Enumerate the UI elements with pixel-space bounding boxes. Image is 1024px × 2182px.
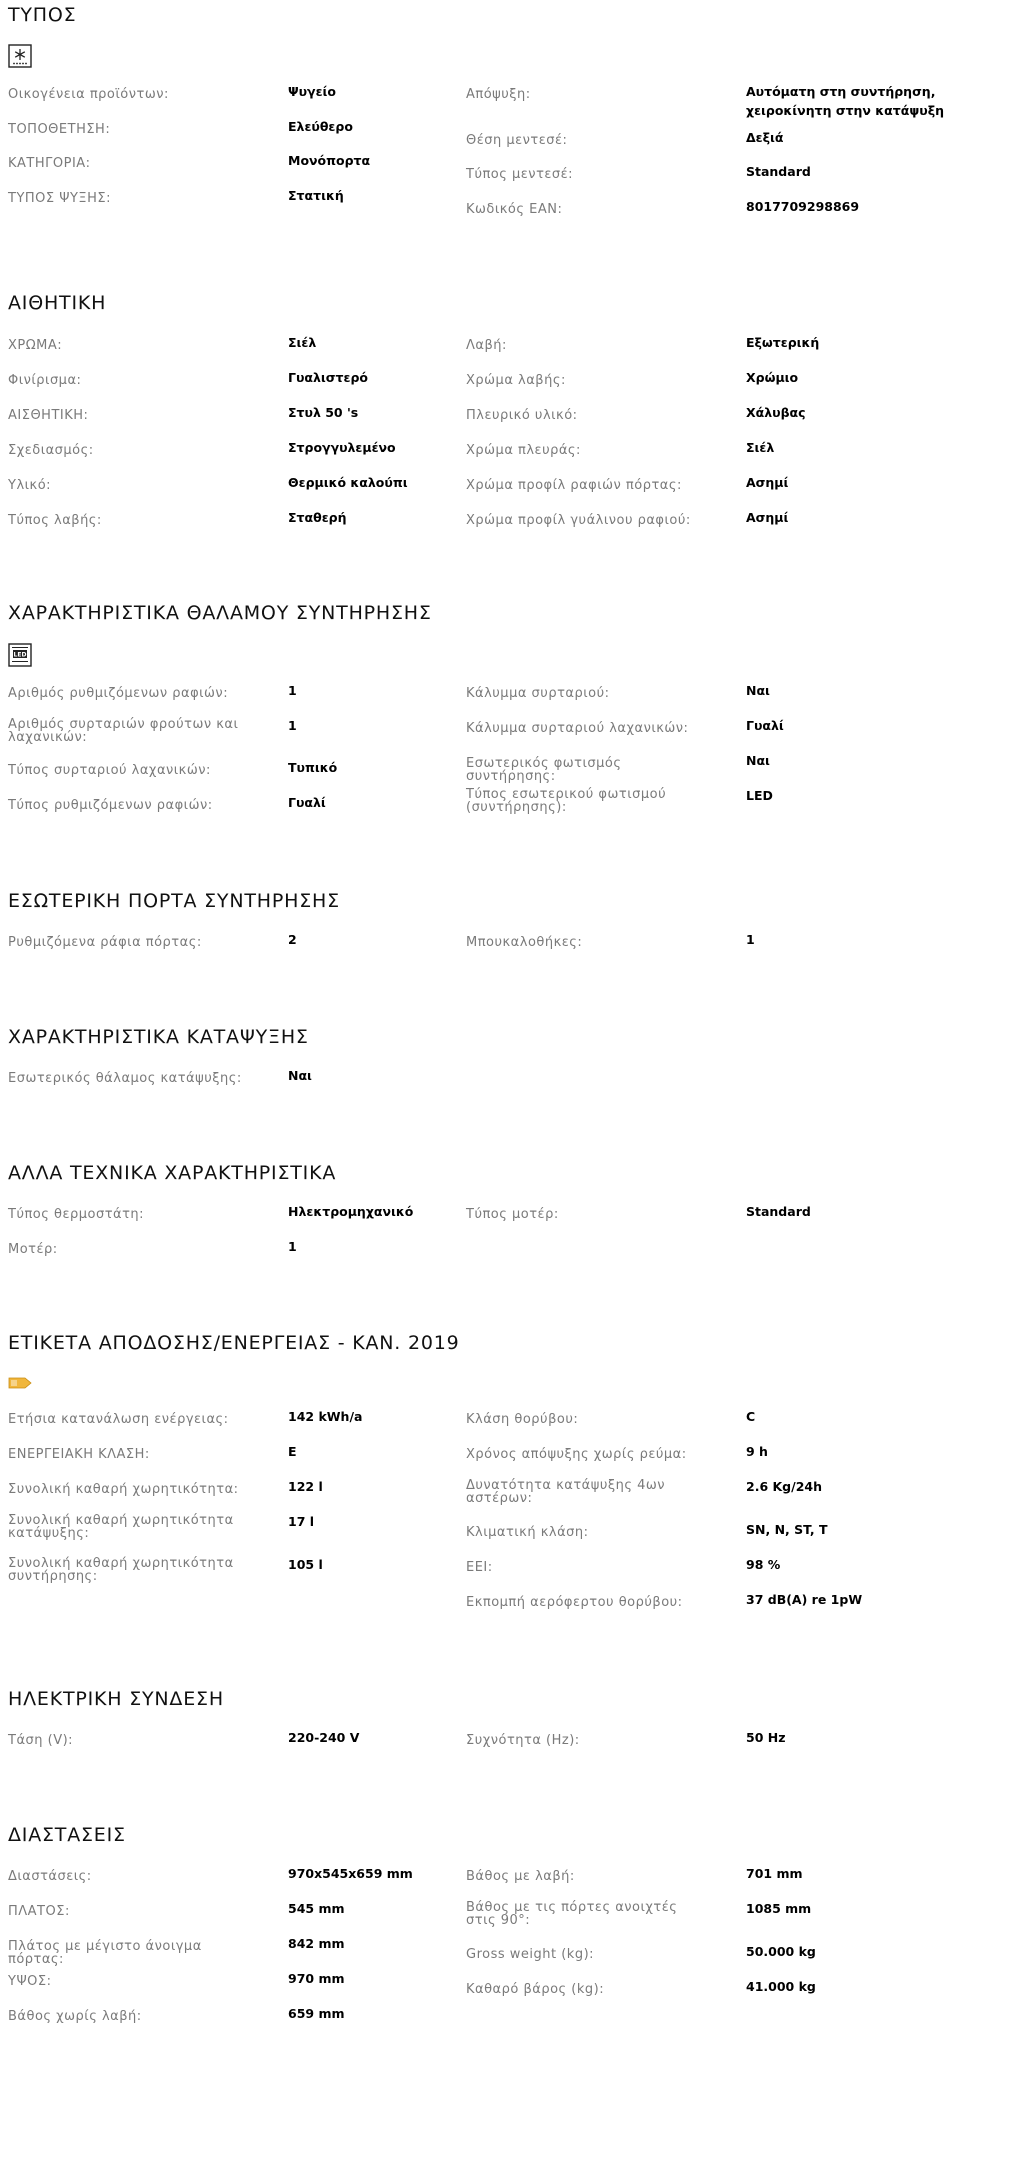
spec-label: Συνολική καθαρή χωρητικότητα κατάψυξης: [8, 1513, 234, 1541]
spec-value: 50 Hz [746, 1730, 786, 1745]
spec-label: Χρώμα πλευράς: [466, 443, 581, 458]
spec-value: 2 [288, 932, 297, 947]
spec-label: Θέση μεντεσέ: [466, 133, 568, 148]
svg-text:LED: LED [13, 651, 27, 659]
spec-value: 17 l [288, 1514, 315, 1529]
spec-value: 1085 mm [746, 1901, 812, 1916]
spec-value: 970x545x659 mm [288, 1866, 413, 1881]
spec-value: 659 mm [288, 2006, 345, 2021]
spec-value: 98 % [746, 1557, 781, 1572]
spec-value: 37 dB(A) re 1pW [746, 1592, 863, 1607]
spec-value: 1 [288, 1239, 297, 1254]
spec-label: ΑΙΣΘΗΤΙΚΗ: [8, 408, 89, 423]
spec-value: 1 [288, 683, 297, 698]
spec-label: Τύπος εσωτερικού φωτισμού (συντήρησης): [466, 787, 667, 815]
spec-label: Αριθμός ρυθμιζόμενων ραφιών: [8, 686, 229, 701]
spec-value: 50.000 kg [746, 1944, 816, 1959]
spec-label: Σχεδιασμός: [8, 443, 94, 458]
spec-label: EEI: [466, 1560, 493, 1575]
spec-value: 41.000 kg [746, 1979, 816, 1994]
spec-value: C [746, 1409, 756, 1424]
spec-label: ΧΡΩΜΑ: [8, 338, 63, 353]
spec-value: Ναι [746, 683, 770, 698]
spec-label: Εκπομπή αερόφερτου θορύβου: [466, 1595, 683, 1610]
spec-label: Κάλυμμα συρταριού λαχανικών: [466, 721, 689, 736]
spec-value: Ασημί [746, 510, 789, 525]
spec-value: 2.6 Kg/24h [746, 1479, 822, 1494]
spec-label: Τύπος μεντεσέ: [466, 167, 574, 182]
spec-value: Στατική [288, 188, 344, 203]
spec-label: Βάθος χωρίς λαβή: [8, 2009, 142, 2024]
spec-value: Ναι [288, 1068, 312, 1083]
spec-label: ΤΥΠΟΣ ΨΥΞΗΣ: [8, 191, 111, 206]
spec-label: Χρώμα λαβής: [466, 373, 566, 388]
spec-label: Υλικό: [8, 478, 52, 493]
spec-label: Ετήσια κατανάλωση ενέργειας: [8, 1412, 229, 1427]
spec-value: Σιέλ [288, 335, 317, 350]
spec-value: 842 mm [288, 1936, 345, 1951]
spec-value: Standard [746, 1204, 811, 1219]
led-fridge-icon [8, 643, 32, 671]
spec-value: Δεξιά [746, 130, 784, 145]
spec-value: Γυαλί [746, 718, 784, 733]
spec-label: Τάση (V): [8, 1733, 74, 1748]
spec-value: Τυπικό [288, 760, 338, 775]
spec-label: Βάθος με λαβή: [466, 1869, 575, 1884]
spec-label: Κλιματική κλάση: [466, 1525, 589, 1540]
spec-value: Στρογγυλεμένο [288, 440, 396, 455]
spec-label: Εσωτερικός φωτισμός συντήρησης: [466, 756, 622, 784]
spec-label: Δυνατότητα κατάψυξης 4ων αστέρων: [466, 1478, 666, 1506]
spec-label: Συνολική καθαρή χωρητικότητα: [8, 1482, 239, 1497]
spec-label: Φινίρισμα: [8, 373, 82, 388]
section-title: ΗΛΕΚΤΡΙΚΗ ΣΥΝΔΕΣΗ [8, 1688, 224, 1710]
spec-value: Χάλυβας [746, 405, 806, 420]
section-title: ΤΥΠΟΣ [8, 4, 77, 26]
spec-label: Πλευρικό υλικό: [466, 408, 578, 423]
section-title: ΑΙΘΗΤΙΚΗ [8, 292, 107, 314]
section-title: ΕΣΩΤΕΡΙΚΗ ΠΟΡΤΑ ΣΥΝΤΗΡΗΣΗΣ [8, 890, 340, 912]
energy-label-icon [8, 1375, 32, 1394]
spec-label: Συχνότητα (Hz): [466, 1733, 580, 1748]
spec-label: Κάλυμμα συρταριού: [466, 686, 610, 701]
spec-label: Κλάση θορύβου: [466, 1412, 579, 1427]
spec-value: Γυαλί [288, 795, 326, 810]
spec-label: Τύπος μοτέρ: [466, 1207, 559, 1222]
spec-value: Ναι [746, 753, 770, 768]
spec-value: 105 l [288, 1557, 323, 1572]
spec-value: 8017709298869 [746, 199, 860, 214]
spec-label: ΕΝΕΡΓΕΙΑΚΗ ΚΛΑΣΗ: [8, 1447, 150, 1462]
spec-label: Αριθμός συρταριών φρούτων και λαχανικών: [8, 717, 239, 745]
spec-value: Αυτόματη στη συντήρηση, χειροκίνητη στην κατάψυξη [746, 84, 944, 118]
spec-label: Μπουκαλοθήκες: [466, 935, 583, 950]
spec-label: Τύπος λαβής: [8, 513, 102, 528]
spec-label: Καθαρό βάρος (kg): [466, 1982, 605, 1997]
spec-value: 701 mm [746, 1866, 803, 1881]
spec-label: ΠΛΑΤΟΣ: [8, 1904, 70, 1919]
spec-value: 142 kWh/a [288, 1409, 363, 1424]
spec-value: SN, N, ST, T [746, 1522, 828, 1537]
spec-label: Διαστάσεις: [8, 1869, 92, 1884]
section-title: ΕΤΙΚΕΤΑ ΑΠΟΔΟΣΗΣ/ΕΝΕΡΓΕΙΑΣ - ΚΑΝ. 2019 [8, 1332, 460, 1354]
spec-value: Standard [746, 164, 811, 179]
spec-label: Λαβή: [466, 338, 507, 353]
spec-label: Ρυθμιζόμενα ράφια πόρτας: [8, 935, 202, 950]
spec-label: Χρώμα προφίλ γυάλινου ραφιού: [466, 513, 691, 528]
spec-label: Τύπος θερμοστάτη: [8, 1207, 145, 1222]
spec-value: 9 h [746, 1444, 768, 1459]
spec-value: Ηλεκτρομηχανικό [288, 1204, 414, 1219]
spec-value: 970 mm [288, 1971, 345, 1986]
spec-value: Γυαλιστερό [288, 370, 368, 385]
spec-value: Θερμικό καλούπι [288, 475, 408, 490]
spec-value: Εξωτερική [746, 335, 820, 350]
spec-value: Χρώμιο [746, 370, 799, 385]
spec-label: Απόψυξη: [466, 87, 531, 102]
spec-value: E [288, 1444, 297, 1459]
section-title: ΔΙΑΣΤΑΣΕΙΣ [8, 1824, 126, 1846]
spec-value: Σταθερή [288, 510, 347, 525]
spec-value: Μονόπορτα [288, 153, 371, 168]
spec-label: ΥΨΟΣ: [8, 1974, 52, 1989]
spec-label: Τύπος ρυθμιζόμενων ραφιών: [8, 798, 213, 813]
spec-label: ΚΑΤΗΓΟΡΙΑ: [8, 156, 91, 171]
spec-label: Χρόνος απόψυξης χωρίς ρεύμα: [466, 1447, 687, 1462]
spec-label: Gross weight (kg): [466, 1947, 595, 1962]
spec-value: 545 mm [288, 1901, 345, 1916]
snowflake-icon [8, 44, 32, 72]
spec-label: Εσωτερικός θάλαμος κατάψυξης: [8, 1071, 242, 1086]
spec-label: Τύπος συρταριού λαχανικών: [8, 763, 211, 778]
spec-value: Ασημί [746, 475, 789, 490]
spec-label: Βάθος με τις πόρτες ανοιχτές στις 90°: [466, 1900, 678, 1928]
spec-value: Σιέλ [746, 440, 775, 455]
spec-label: Οικογένεια προϊόντων: [8, 87, 169, 102]
spec-value: 220-240 V [288, 1730, 360, 1745]
spec-label: Κωδικός EAN: [466, 202, 563, 217]
spec-value: 1 [288, 718, 297, 733]
spec-value: 122 l [288, 1479, 323, 1494]
spec-label: ΤΟΠΟΘΕΤΗΣΗ: [8, 122, 111, 137]
spec-value: Στυλ 50 's [288, 405, 359, 420]
section-title: ΧΑΡΑΚΤΗΡΙΣΤΙΚΑ ΘΑΛΑΜΟΥ ΣΥΝΤΗΡΗΣΗΣ [8, 602, 432, 624]
section-title: ΑΛΛΑ ΤΕΧΝΙΚΑ ΧΑΡΑΚΤΗΡΙΣΤΙΚΑ [8, 1162, 337, 1184]
spec-value: Ψυγείο [288, 84, 336, 99]
section-title: ΧΑΡΑΚΤΗΡΙΣΤΙΚΑ ΚΑΤΑΨΥΞΗΣ [8, 1026, 309, 1048]
spec-value: LED [746, 788, 773, 803]
spec-value: Ελεύθερο [288, 119, 353, 134]
spec-label: Συνολική καθαρή χωρητικότητα συντήρησης: [8, 1556, 234, 1584]
spec-label: Μοτέρ: [8, 1242, 58, 1257]
spec-label: Χρώμα προφίλ ραφιών πόρτας: [466, 478, 682, 493]
spec-label: Πλάτος με μέγιστο άνοιγμα πόρτας: [8, 1939, 202, 1967]
spec-value: 1 [746, 932, 755, 947]
